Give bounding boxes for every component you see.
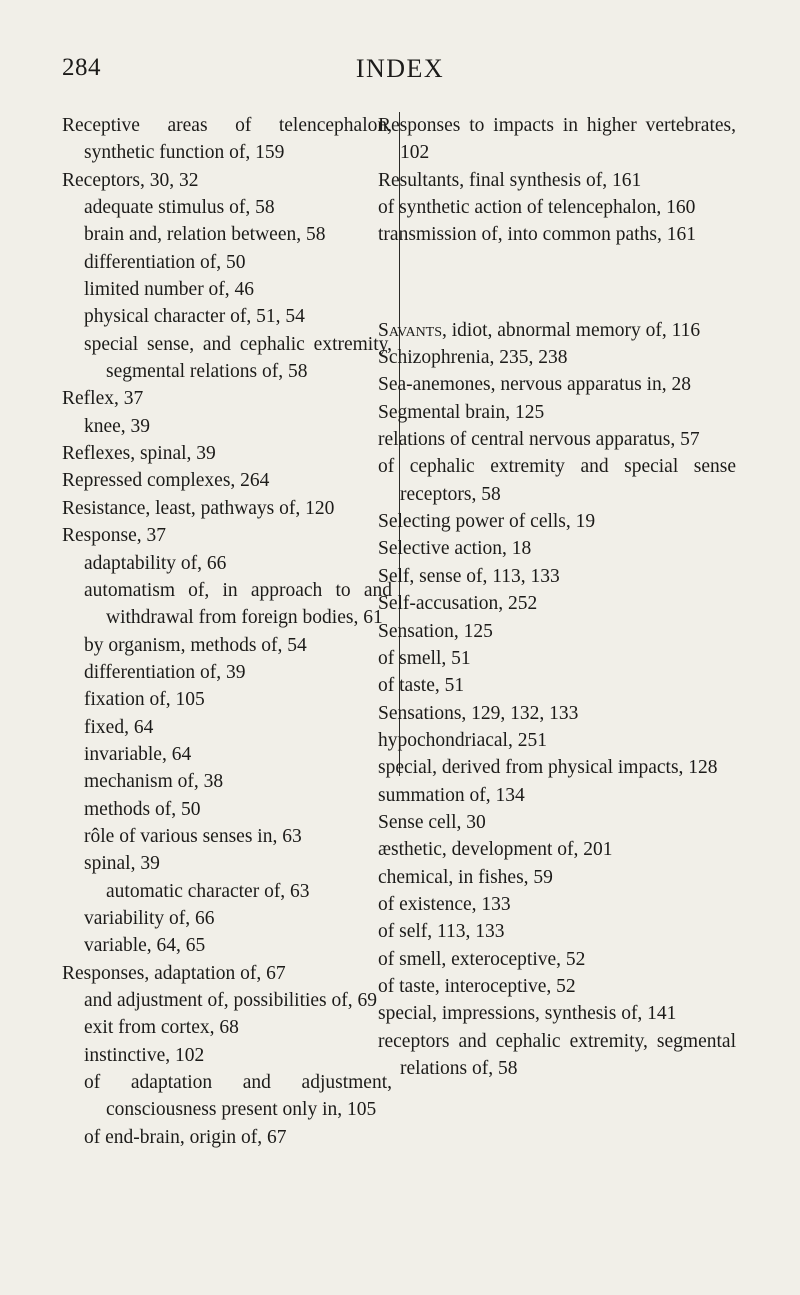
- index-group-s: [378, 317, 736, 1083]
- index-subentry: æsthetic, development of, 201: [378, 839, 613, 861]
- index-subentry: special, impressions, synthesis of, 141: [378, 1003, 677, 1025]
- index-entry: Repressed complexes, 264: [62, 470, 270, 492]
- page-number: 284: [62, 54, 101, 81]
- index-subentry: of smell, exteroceptive, 52: [378, 948, 586, 970]
- index-subentry: automatic character of, 63: [106, 880, 310, 902]
- index-headword: Savants: [378, 319, 443, 341]
- index-entry: Resistance, least, pathways of, 120: [62, 497, 335, 519]
- index-column-left: [62, 112, 392, 1151]
- index-subentry: differentiation of, 39: [84, 661, 246, 683]
- index-subentry: automatism of, in approach to and withdrawal from foreign bodies, 61: [84, 579, 392, 629]
- letter-section-gap: [398, 249, 736, 317]
- index-subentry: of smell, 51: [378, 647, 471, 669]
- index-subentry: adaptability of, 66: [84, 552, 227, 574]
- index-subentry: relations of central nervous apparatus, 57: [378, 429, 700, 451]
- index-subentry: of synthetic action of telencephalon, 160: [378, 197, 696, 219]
- index-subentry: rôle of various senses in, 63: [84, 825, 302, 847]
- index-subentry: variable, 64, 65: [84, 935, 206, 957]
- index-subentry: special, derived from physical impacts, 128: [378, 757, 718, 779]
- index-entry: Resultants, final synthesis of, 161: [378, 169, 642, 191]
- index-subentry: transmission of, into common paths, 161: [378, 224, 696, 246]
- index-subentry: by organism, methods of, 54: [84, 634, 307, 656]
- index-subentry: fixation of, 105: [84, 689, 205, 711]
- index-subentry: summation of, 134: [378, 784, 525, 806]
- index-entry: [378, 317, 736, 344]
- index-subentry: chemical, in fishes, 59: [378, 866, 553, 888]
- index-entry: Reflexes, spinal, 39: [62, 443, 216, 465]
- index-column-right: [378, 112, 736, 1082]
- index-entry-rest: , idiot, abnormal memory of, 116: [442, 319, 701, 341]
- index-subentry: of cephalic extremity and special sense receptors, 58: [378, 456, 736, 505]
- index-entry: Selecting power of cells, 19: [378, 511, 596, 533]
- index-subentry: differentiation of, 50: [84, 251, 246, 273]
- index-entry: Sensation, 125: [378, 620, 493, 642]
- index-subentry: physical character of, 51, 54: [84, 306, 305, 328]
- index-subentry: fixed, 64: [84, 716, 154, 738]
- index-subentry: adequate stimulus of, 58: [84, 197, 275, 219]
- index-entry: Selective action, 18: [378, 538, 532, 560]
- index-subentry: instinctive, 102: [84, 1044, 205, 1066]
- index-subentry: receptors and cephalic extremity, segmental relations of, 58: [378, 1030, 736, 1079]
- index-entry: Sensations, 129, 132, 133: [378, 702, 579, 724]
- index-subentry: limited number of, 46: [84, 279, 255, 301]
- index-subentry: exit from cortex, 68: [84, 1017, 239, 1039]
- index-subentry: of existence, 133: [378, 893, 511, 915]
- index-entry: Responses to impacts in higher vertebrates, 102: [378, 115, 736, 164]
- index-subentry: hypochondriacal, 251: [378, 729, 547, 751]
- index-subentry: spinal, 39: [84, 853, 160, 875]
- page-title: INDEX: [355, 54, 445, 83]
- index-entry: Self-accusation, 252: [378, 593, 538, 615]
- index-entry: Receptors, 30, 32: [62, 169, 199, 191]
- index-subentry: variability of, 66: [84, 907, 215, 929]
- index-subentry: brain and, relation between, 58: [84, 224, 326, 246]
- index-subentry: special sense, and cephalic extremity, segmental relations of, 58: [84, 333, 392, 383]
- index-entry: Reflex, 37: [62, 388, 144, 410]
- running-head: [62, 54, 738, 94]
- index-subentry: and adjustment of, possibilities of, 69: [84, 990, 378, 1011]
- index-subentry: of self, 113, 133: [378, 921, 505, 943]
- index-subentry: mechanism of, 38: [84, 771, 224, 793]
- index-entry: Self, sense of, 113, 133: [378, 565, 560, 587]
- index-subentry: of taste, 51: [378, 675, 465, 697]
- index-group-r: [378, 112, 736, 249]
- index-subentry: of taste, interoceptive, 52: [378, 975, 576, 997]
- index-subentry: of adaptation and adjustment, consciousness present only in, 105: [84, 1072, 392, 1121]
- index-entry: Schizophrenia, 235, 238: [378, 347, 568, 369]
- index-subentry: knee, 39: [84, 415, 151, 437]
- index-subentry: methods of, 50: [84, 798, 201, 820]
- index-entry: Response, 37: [62, 525, 166, 547]
- index-entry: Receptive areas of telencephalon, synthetic function of, 159: [62, 115, 392, 164]
- index-subentry: of end-brain, origin of, 67: [84, 1126, 287, 1148]
- index-subentry: invariable, 64: [84, 743, 192, 765]
- index-entry: Segmental brain, 125: [378, 401, 545, 423]
- index-entry: Sea-anemones, nervous apparatus in, 28: [378, 374, 691, 396]
- index-entry: Sense cell, 30: [378, 811, 486, 833]
- index-entry: Responses, adaptation of, 67: [62, 962, 286, 984]
